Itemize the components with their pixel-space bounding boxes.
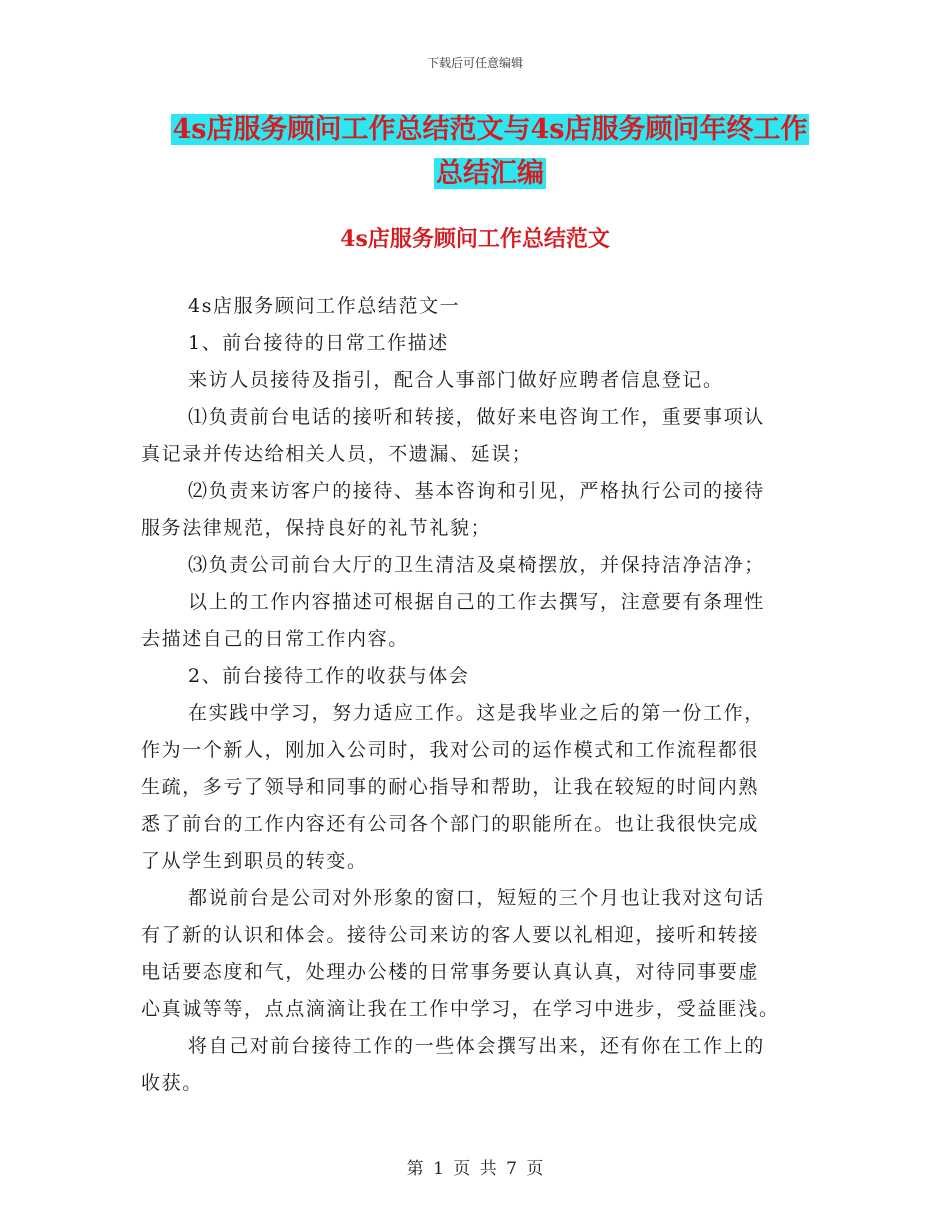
paragraph: 以上的工作内容描述可根据自己的工作去撰写，注意要有条理性 [188, 591, 765, 613]
document-title-line-1: 4s店服务顾问工作总结范文与4s店服务顾问年终工作 [172, 114, 808, 145]
document-body [141, 288, 821, 1102]
subheading-1: 1、前台接待的日常工作描述 [188, 332, 449, 354]
document-title-line-2: 总结汇编 [436, 158, 544, 189]
paragraph-continuation: 真记录并传达给相关人员，不遗漏、延误； [141, 443, 533, 465]
paragraph: ⑴负责前台电话的接听和转接，做好来电咨询工作，重要事项认 [188, 406, 765, 428]
paragraph-continuation: 了从学生到职员的转变。 [141, 850, 368, 872]
paragraph-continuation: 去描述自己的日常工作内容。 [141, 628, 409, 650]
paragraph: 将自己对前台接待工作的一些体会撰写出来，还有你在工作上的 [188, 1035, 765, 1057]
paragraph-continuation: 心真诚等等，点点滴滴让我在工作中学习，在学习中进步，受益匪浅。 [141, 998, 780, 1020]
paragraph-continuation: 收获。 [141, 1072, 203, 1094]
paragraph-continuation: 作为一个新人，刚加入公司时，我对公司的运作模式和工作流程都很 [141, 739, 760, 761]
paragraph: 在实践中学习，努力适应工作。这是我毕业之后的第一份工作， [188, 702, 765, 724]
paragraph-continuation: 服务法律规范，保持良好的礼节礼貌； [141, 517, 492, 539]
header-note: 下载后可任意编辑 [426, 56, 523, 70]
document-title [140, 108, 840, 196]
paragraph: ⑶负责公司前台大厅的卫生清洁及桌椅摆放，并保持洁净洁净； [188, 554, 765, 576]
section-title: 4s店服务顾问工作总结范文 [340, 226, 610, 252]
page-footer: 第 1 页 共 7 页 [406, 1159, 544, 1179]
paragraph-continuation: 悉了前台的工作内容还有公司各个部门的职能所在。也让我很快完成 [141, 813, 760, 835]
paragraph: 都说前台是公司对外形象的窗口，短短的三个月也让我对这句话 [188, 887, 765, 909]
paragraph-heading: 4s店服务顾问工作总结范文一 [188, 295, 461, 317]
paragraph: 来访人员接待及指引，配合人事部门做好应聘者信息登记。 [188, 369, 724, 391]
paragraph: ⑵负责来访客户的接待、基本咨询和引见，严格执行公司的接待 [188, 480, 765, 502]
paragraph-continuation: 生疏，多亏了领导和同事的耐心指导和帮助，让我在较短的时间内熟 [141, 776, 760, 798]
paragraph-continuation: 电话要态度和气，处理办公楼的日常事务要认真认真，对待同事要虚 [141, 961, 760, 983]
paragraph-continuation: 有了新的认识和体会。接待公司来访的客人要以礼相迎，接听和转接 [141, 924, 760, 946]
subheading-2: 2、前台接待工作的收获与体会 [188, 665, 470, 687]
